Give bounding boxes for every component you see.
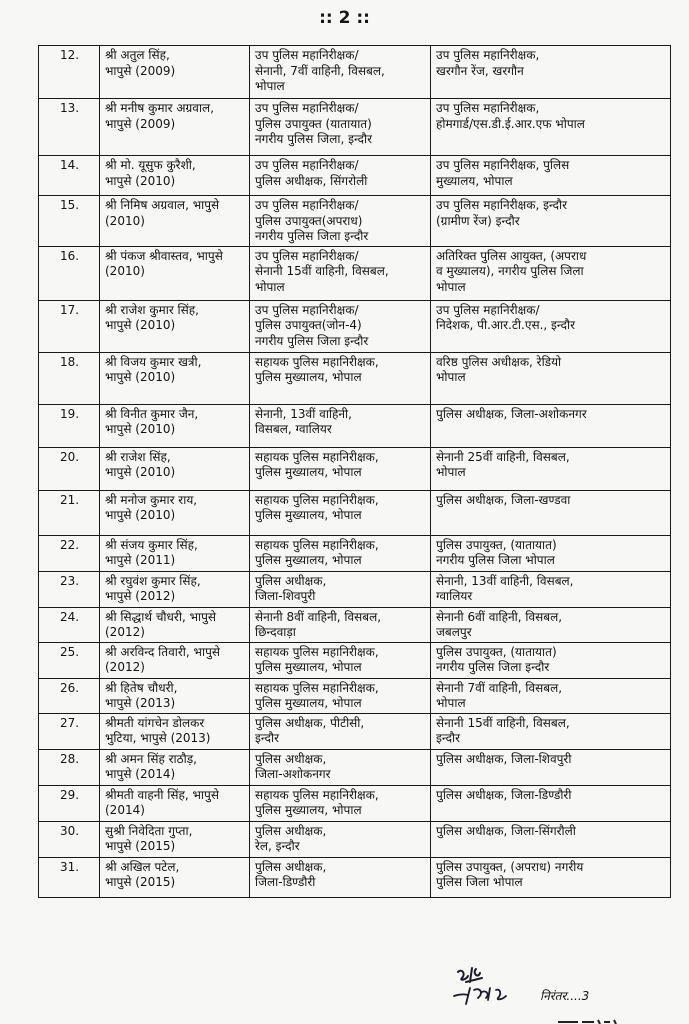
new-posting: पुलिस अधीक्षक, जिला-सिंगरौली bbox=[431, 821, 671, 857]
current-posting: उप पुलिस महानिरीक्षक/ सेनानी, 7वीं वाहिनी, विसबल, भोपाल bbox=[250, 46, 431, 99]
new-posting: अतिरिक्त पुलिस आयुक्त, (अपराध व मुख्यालय), नगरीय पुलिस जिला भोपाल bbox=[431, 246, 671, 300]
serial-number: 28. bbox=[39, 749, 100, 785]
serial-number: 15. bbox=[39, 196, 100, 247]
current-posting: उप पुलिस महानिरीक्षक/ सेनानी 15वीं वाहिनी, विसबल, भोपाल bbox=[250, 246, 431, 300]
new-posting: पुलिस उपायुक्त, (अपराध) नगरीय पुलिस जिला भोपाल bbox=[431, 857, 671, 897]
table-row bbox=[39, 678, 671, 713]
serial-number: 30. bbox=[39, 821, 100, 857]
current-posting: पुलिस अधीक्षक, जिला-शिवपुरी bbox=[250, 571, 431, 607]
officer-name: श्री मनीष कुमार अग्रवाल, भापुसे (2009) bbox=[100, 99, 250, 156]
table-row bbox=[39, 571, 671, 607]
page-edge-marks bbox=[556, 1014, 626, 1024]
new-posting: पुलिस अधीक्षक, जिला-शिवपुरी bbox=[431, 749, 671, 785]
current-posting: सहायक पुलिस महानिरीक्षक, पुलिस मुख्यालय, भोपाल bbox=[250, 447, 431, 490]
serial-number: 29. bbox=[39, 785, 100, 821]
current-posting: सहायक पुलिस महानिरीक्षक, पुलिस मुख्यालय, भोपाल bbox=[250, 642, 431, 678]
table-row bbox=[39, 156, 671, 196]
serial-number: 14. bbox=[39, 156, 100, 196]
new-posting: सेनानी 15वीं वाहिनी, विसबल, इन्दौर bbox=[431, 713, 671, 749]
table-row bbox=[39, 535, 671, 571]
current-posting: उप पुलिस महानिरीक्षक/ पुलिस अधीक्षक, सिंगरोली bbox=[250, 156, 431, 196]
officer-name: श्री विनीत कुमार जैन, भापुसे (2010) bbox=[100, 404, 250, 447]
new-posting: उप पुलिस महानिरीक्षक, पुलिस मुख्यालय, भोपाल bbox=[431, 156, 671, 196]
table-row bbox=[39, 246, 671, 300]
table-row bbox=[39, 352, 671, 404]
serial-number: 16. bbox=[39, 246, 100, 300]
serial-number: 18. bbox=[39, 352, 100, 404]
current-posting: पुलिस अधीक्षक, रेल, इन्दौर bbox=[250, 821, 431, 857]
serial-number: 27. bbox=[39, 713, 100, 749]
current-posting: पुलिस अधीक्षक, जिला-अशोकनगर bbox=[250, 749, 431, 785]
table-row bbox=[39, 447, 671, 490]
officer-name: श्रीमती यांगचेन डोलकर भुटिया, भापुसे (2013) bbox=[100, 713, 250, 749]
new-posting: पुलिस अधीक्षक, जिला-खण्डवा bbox=[431, 490, 671, 535]
table-row bbox=[39, 46, 671, 99]
table-row bbox=[39, 490, 671, 535]
new-posting: पुलिस उपायुक्त, (यातायात) नगरीय पुलिस जिला इन्दौर bbox=[431, 642, 671, 678]
current-posting: उप पुलिस महानिरीक्षक/ पुलिस उपायुक्त (यातायात) नगरीय पुलिस जिला, इन्दौर bbox=[250, 99, 431, 156]
new-posting: सेनानी 25वीं वाहिनी, विसबल, भोपाल bbox=[431, 447, 671, 490]
officer-name: सुश्री निवेदिता गुप्ता, भापुसे (2015) bbox=[100, 821, 250, 857]
serial-number: 24. bbox=[39, 607, 100, 642]
current-posting: सहायक पुलिस महानिरीक्षक, पुलिस मुख्यालय, भोपाल bbox=[250, 785, 431, 821]
officer-name: श्री पंकज श्रीवास्तव, भापुसे (2010) bbox=[100, 246, 250, 300]
table-row bbox=[39, 196, 671, 247]
new-posting: सेनानी 6वीं वाहिनी, विसबल, जबलपुर bbox=[431, 607, 671, 642]
officer-name: श्री राजेश सिंह, भापुसे (2010) bbox=[100, 447, 250, 490]
current-posting: पुलिस अधीक्षक, जिला-डिण्डौरी bbox=[250, 857, 431, 897]
table-row bbox=[39, 404, 671, 447]
new-posting: पुलिस अधीक्षक, जिला-अशोकनगर bbox=[431, 404, 671, 447]
new-posting: सेनानी 7वीं वाहिनी, विसबल, भोपाल bbox=[431, 678, 671, 713]
serial-number: 19. bbox=[39, 404, 100, 447]
new-posting: सेनानी, 13वीं वाहिनी, विसबल, ग्वालियर bbox=[431, 571, 671, 607]
table-row bbox=[39, 99, 671, 156]
table-row bbox=[39, 821, 671, 857]
current-posting: उप पुलिस महानिरीक्षक/ पुलिस उपायुक्त(जोन-4) नगरीय पुलिस जिला इन्दौर bbox=[250, 300, 431, 352]
officer-name: श्री संजय कुमार सिंह, भापुसे (2011) bbox=[100, 535, 250, 571]
officer-name: श्रीमती वाहनी सिंह, भापुसे (2014) bbox=[100, 785, 250, 821]
serial-number: 22. bbox=[39, 535, 100, 571]
serial-number: 13. bbox=[39, 99, 100, 156]
transfer-table bbox=[38, 45, 671, 898]
new-posting: उप पुलिस महानिरीक्षक, इन्दौर (ग्रामीण रेंज) इन्दौर bbox=[431, 196, 671, 247]
officer-name: श्री अरविन्द तिवारी, भापुसे (2012) bbox=[100, 642, 250, 678]
current-posting: सहायक पुलिस महानिरीक्षक, पुलिस मुख्यालय, भोपाल bbox=[250, 490, 431, 535]
table-row bbox=[39, 300, 671, 352]
serial-number: 20. bbox=[39, 447, 100, 490]
table-row bbox=[39, 713, 671, 749]
serial-number: 12. bbox=[39, 46, 100, 99]
current-posting: सेनानी 8वीं वाहिनी, विसबल, छिन्दवाड़ा bbox=[250, 607, 431, 642]
officer-name: श्री मो. यूसुफ कुरैशी, भापुसे (2010) bbox=[100, 156, 250, 196]
serial-number: 23. bbox=[39, 571, 100, 607]
officer-name: श्री हितेष चौधरी, भापुसे (2013) bbox=[100, 678, 250, 713]
handwritten-signature bbox=[452, 966, 512, 1010]
officer-name: श्री विजय कुमार खत्री, भापुसे (2010) bbox=[100, 352, 250, 404]
officer-name: श्री अखिल पटेल, भापुसे (2015) bbox=[100, 857, 250, 897]
new-posting: पुलिस अधीक्षक, जिला-डिण्डौरी bbox=[431, 785, 671, 821]
current-posting: उप पुलिस महानिरीक्षक/ पुलिस उपायुक्त(अपराध) नगरीय पुलिस जिला इन्दौर bbox=[250, 196, 431, 247]
new-posting: उप पुलिस महानिरीक्षक/ निदेशक, पी.आर.टी.एस., इन्दौर bbox=[431, 300, 671, 352]
officer-name: श्री राजेश कुमार सिंह, भापुसे (2010) bbox=[100, 300, 250, 352]
new-posting: पुलिस उपायुक्त, (यातायात) नगरीय पुलिस जिला भोपाल bbox=[431, 535, 671, 571]
new-posting: वरिष्ठ पुलिस अधीक्षक, रेडियो भोपाल bbox=[431, 352, 671, 404]
serial-number: 31. bbox=[39, 857, 100, 897]
officer-name: श्री अमन सिंह राठौड़, भापुसे (2014) bbox=[100, 749, 250, 785]
officer-name: श्री सिद्धार्थ चौधरी, भापुसे (2012) bbox=[100, 607, 250, 642]
officer-name: श्री निमिष अग्रवाल, भापुसे (2010) bbox=[100, 196, 250, 247]
officer-name: श्री रघुवंश कुमार सिंह, भापुसे (2012) bbox=[100, 571, 250, 607]
officer-name: श्री अतुल सिंह, भापुसे (2009) bbox=[100, 46, 250, 99]
table-row bbox=[39, 785, 671, 821]
new-posting: उप पुलिस महानिरीक्षक, होमगार्ड/एस.डी.ई.आर.एफ भोपाल bbox=[431, 99, 671, 156]
table-row bbox=[39, 642, 671, 678]
page-number: :: 2 :: bbox=[319, 8, 370, 28]
table-row bbox=[39, 607, 671, 642]
serial-number: 17. bbox=[39, 300, 100, 352]
serial-number: 26. bbox=[39, 678, 100, 713]
current-posting: सहायक पुलिस महानिरीक्षक, पुलिस मुख्यालय, भोपाल bbox=[250, 352, 431, 404]
current-posting: पुलिस अधीक्षक, पीटीसी, इन्दौर bbox=[250, 713, 431, 749]
current-posting: सहायक पुलिस महानिरीक्षक, पुलिस मुख्यालय, भोपाल bbox=[250, 678, 431, 713]
serial-number: 25. bbox=[39, 642, 100, 678]
continued-label: निरंतर....3 bbox=[540, 989, 590, 1003]
officer-name: श्री मनोज कुमार राय, भापुसे (2010) bbox=[100, 490, 250, 535]
current-posting: सेनानी, 13वीं वाहिनी, विसबल, ग्वालियर bbox=[250, 404, 431, 447]
serial-number: 21. bbox=[39, 490, 100, 535]
table-row bbox=[39, 749, 671, 785]
new-posting: उप पुलिस महानिरीक्षक, खरगौन रेंज, खरगौन bbox=[431, 46, 671, 99]
current-posting: सहायक पुलिस महानिरीक्षक, पुलिस मुख्यालय, भोपाल bbox=[250, 535, 431, 571]
table-row bbox=[39, 857, 671, 897]
